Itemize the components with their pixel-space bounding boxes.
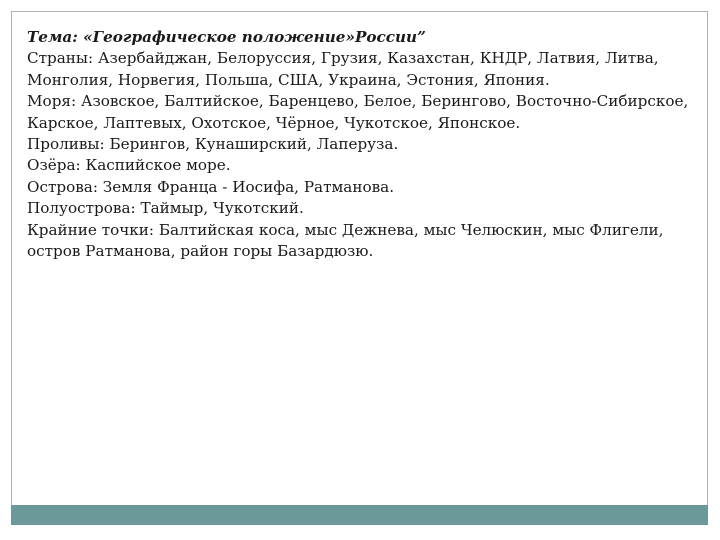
extreme-points-line: Крайние точки: Балтийская коса, мыс Дежнева, мыс Челюскин, мыс Флигели, остров Ратманова, район горы Базардюзю. <box>27 220 664 261</box>
countries-line: Страны: Азербайджан, Белоруссия, Грузия, Казахстан, КНДР, Латвия, Литва, Монголия, Норвегия, Польша, США, Украина, Эстония, Япония. <box>27 49 659 89</box>
seas-line: Моря: Азовское, Балтийское, Баренцево, Белое, Берингово, Восточно-Сибирское, Карское, Лаптевых, Охотское, Чёрное, Чукотское, Японское. <box>27 92 689 132</box>
slide-title: Тема: «Географическое положение»России” <box>27 28 426 46</box>
lakes-line: Озёра: Каспийское море. <box>27 156 231 175</box>
islands-line: Острова: Земля Франца - Иосифа, Ратманова. <box>27 177 395 196</box>
peninsulas-line: Полуострова: Таймыр, Чукотский. <box>27 199 304 218</box>
bottom-accent-bar <box>11 505 708 525</box>
slide-content <box>27 27 697 262</box>
straits-line: Проливы: Берингов, Кунаширский, Лаперуза. <box>27 135 399 154</box>
